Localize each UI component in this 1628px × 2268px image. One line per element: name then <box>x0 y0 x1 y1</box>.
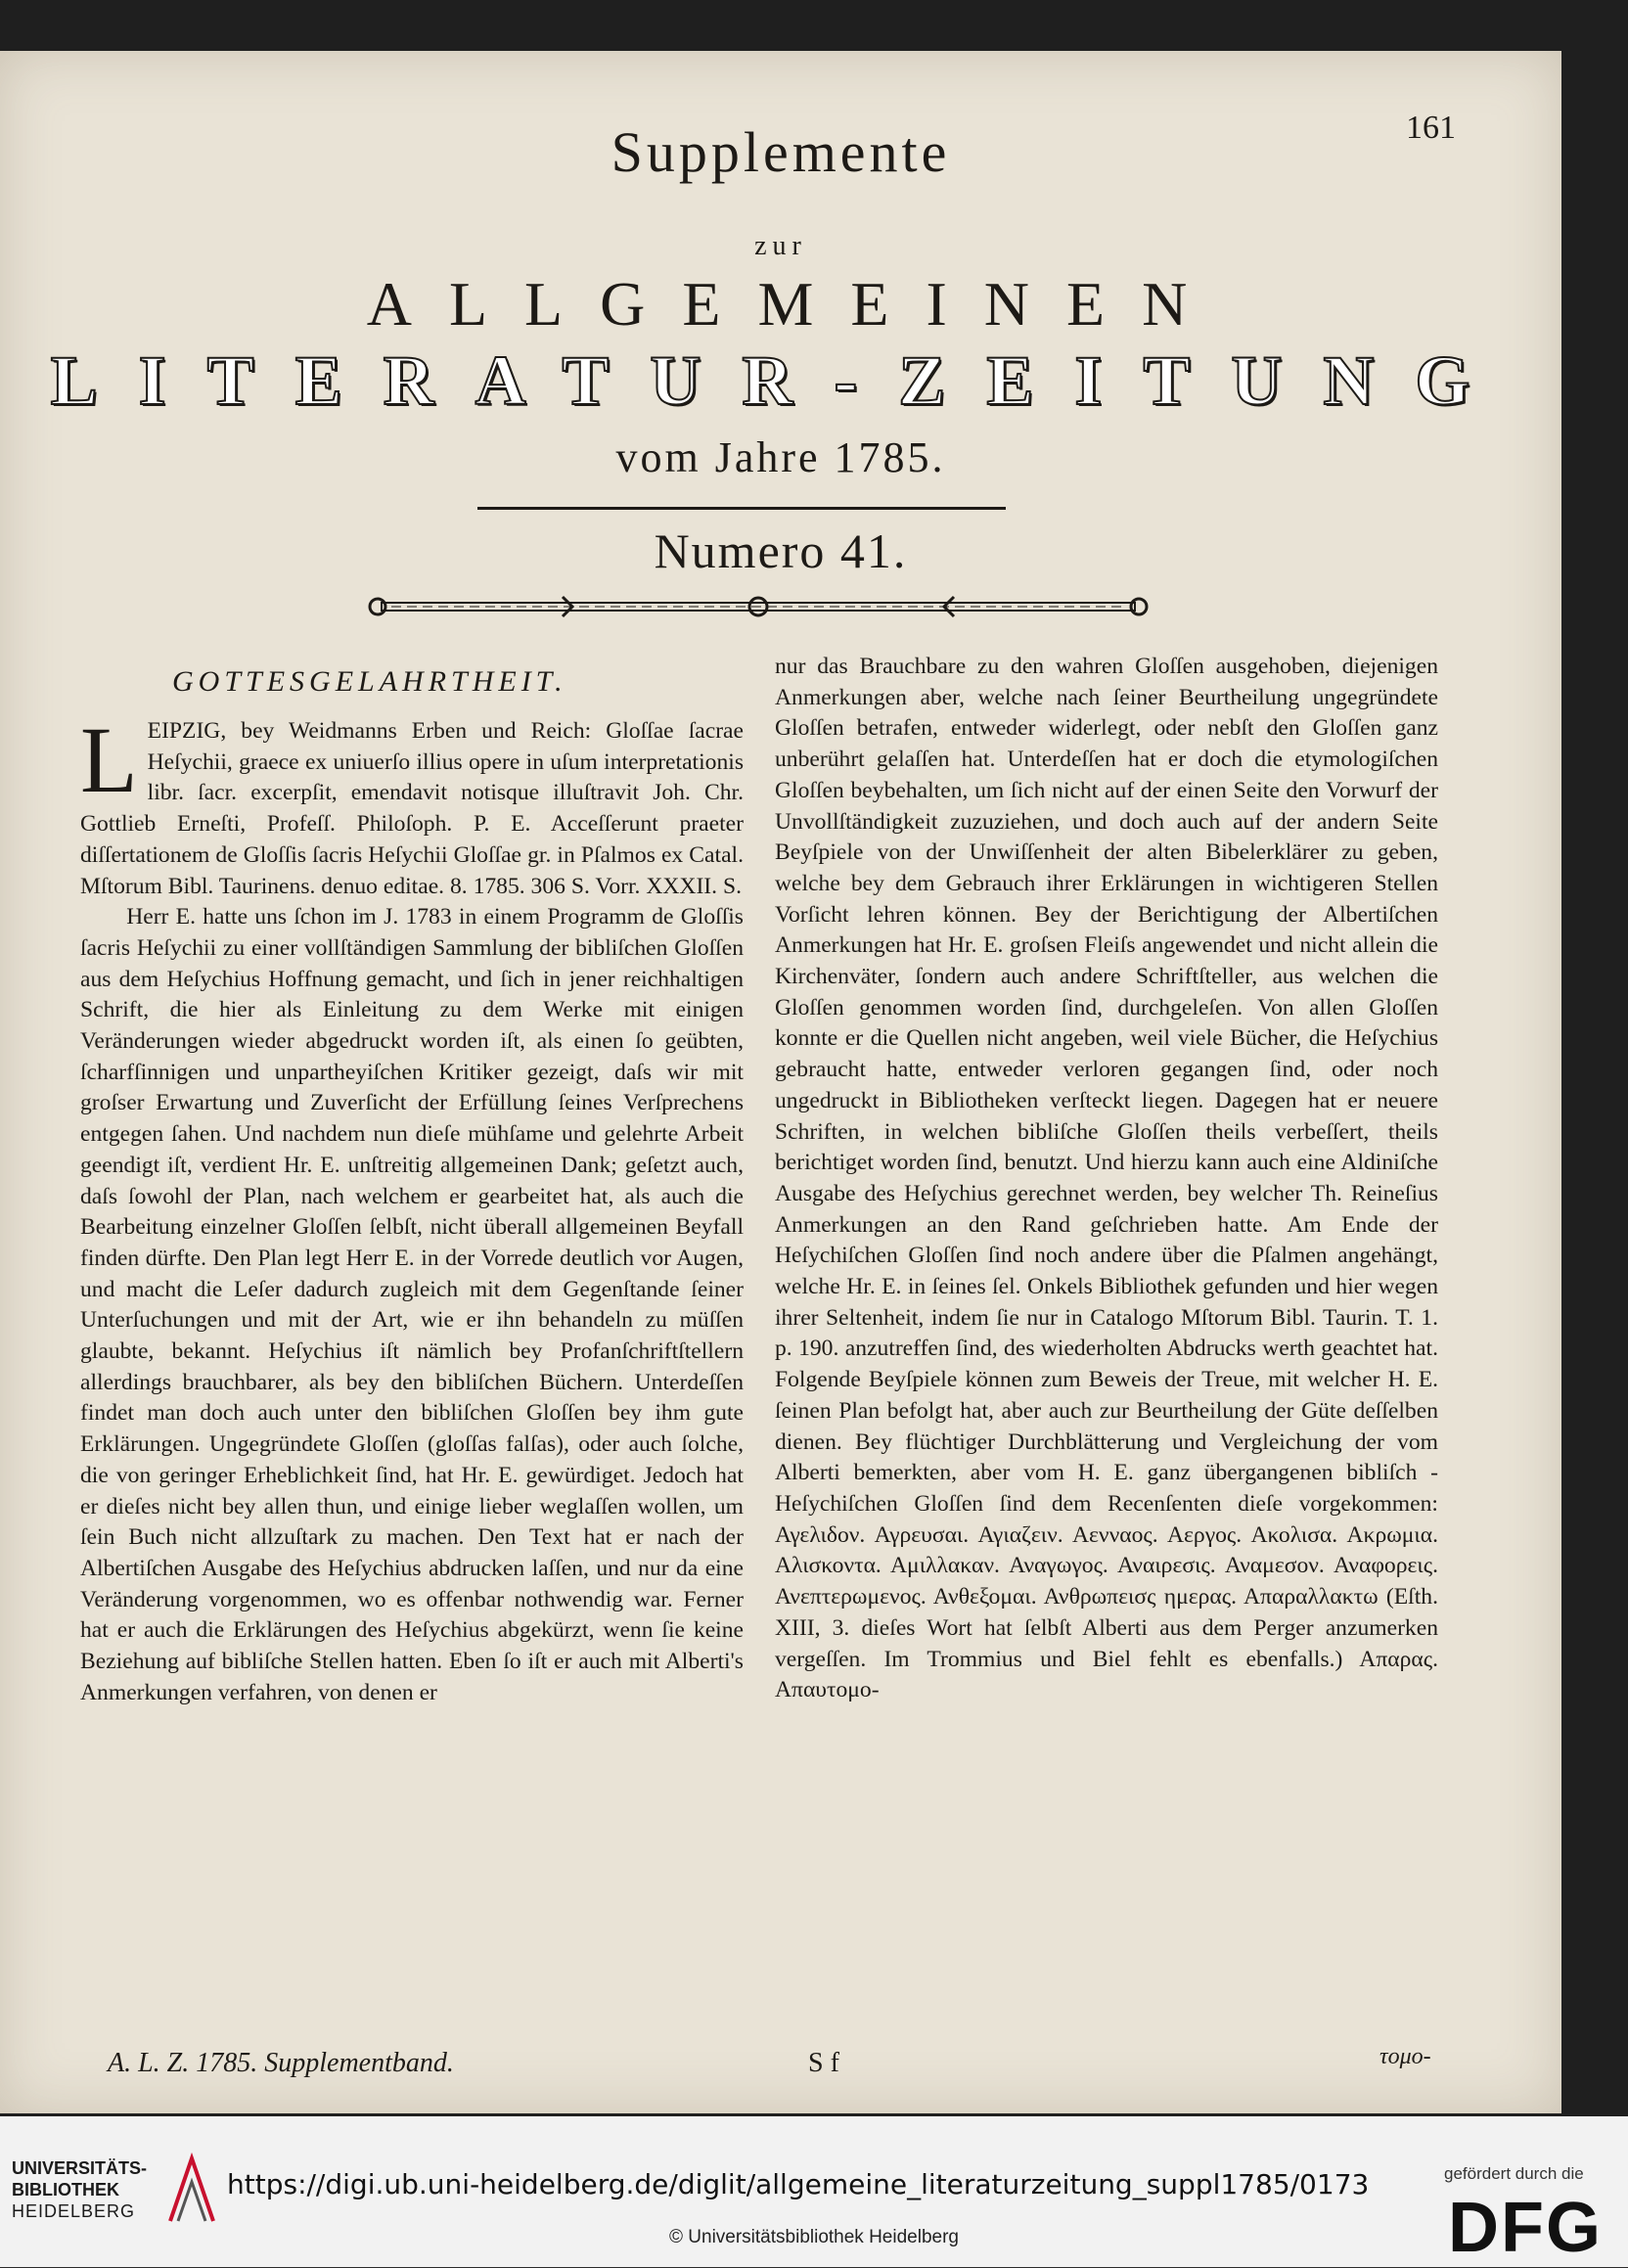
funding-note: gefördert durch die <box>1444 2164 1584 2183</box>
copyright-notice: © Universitätsbibliothek Heidelberg <box>669 2227 959 2247</box>
footer-signature-mark: S f <box>808 2048 839 2078</box>
library-emblem-icon <box>166 2153 217 2227</box>
right-column <box>775 652 1438 1706</box>
title-rule <box>477 507 1006 510</box>
logo-line-2: BIBLIOTHEK <box>12 2180 119 2200</box>
left-column <box>80 707 744 1709</box>
masthead-allgemeinen: ALLGEMEINEN <box>366 269 1225 339</box>
drop-cap: L <box>80 707 138 812</box>
footer-catchword: τομο- <box>1379 2044 1431 2069</box>
footer-signature: A. L. Z. 1785. Supplementband. <box>108 2048 454 2078</box>
masthead-zur: zur <box>754 231 807 261</box>
scanned-page <box>0 51 1561 2113</box>
page-number: 161 <box>1406 110 1456 146</box>
masthead-supplemente: Supplemente <box>610 120 951 184</box>
masthead-literatur-zeitung: LITERATUR-ZEITUNG <box>50 341 1512 420</box>
university-library-logo[interactable] <box>12 2157 147 2222</box>
ornament-divider <box>362 589 1154 624</box>
review-continuation: nur das Brauchbare zu den wahren Gloſſen ausgehoben, diejenigen Anmerkungen aber, welche nach ſeiner Beurtheilung ungegründete Gloſſen betrafen, entweder widerlegt, oder nebſt den Gloſſen ganz unberührt gelaſſen hat. Unterdeſſen hat er doch die etymologiſchen Gloſſen beybehalten, um ſich nicht auf der einen Seite den Vorwurf der Unvollſtändigkeit zuzuziehen, und doch auch auf der andern Seite Beyſpiele von der Unwiſſenheit der alten Bibelerklärer zu geben, welche bey dem Gebrauch ihrer Erklärungen in wichtigeren Stellen Vorſicht lehren können. Bey der Berichtigung der Albertiſchen Anmerkungen hat Hr. E. groſsen Fleiſs angewendet und nicht allein die Kirchenväter, ſondern auch andere Schriftſteller, aus welchen die Gloſſen genommen worden ſind, durchgeleſen. Von allen Gloſſen konnte er die Quellen nicht angeben, weil viele Bücher, die Heſychius gebraucht hatte, entweder verloren gegangen ſind, oder noch ungedruckt in Bibliotheken verſteckt liegen. Dagegen hat er neuere Schriften, in welchen bibliſche Gloſſen theils verbeſſert, theils berichtiget worden ſind, benutzt. Und hierzu kann auch eine Aldiniſche Ausgabe des Heſychius gerechnet werden, bey welcher Th. Reineſius Anmerkungen an den Rand geſchrieben hatte. Am Ende der Heſychiſchen Gloſſen ſind noch andere über die Pſalmen angehängt, welche Hr. E. in ſeines ſel. Onkels Bibliothek gefunden und hier wegen ihrer Seltenheit, indem ſie nur in Catalogo Mſtorum Bibl. Taurin. T. 1. p. 190. anzutreffen ſind, des wiederholten Abdrucks werth geachtet hat. Folgende Beyſpiele können zum Beweis der Treue, mit welcher H. E. ſeinen Plan befolgt hat, aber auch zur Beurtheilung der Güte deſſelben dienen. Bey flüchtiger Durchblätterung und Vergleichung der vom Alberti bemerkten, aber vom H. E. ganz übergangenen bibliſch - Heſychiſchen Gloſſen ſind dem Recenſenten dieſe vorgekommen: Αγελιδον. Αγρευσαι. Αγιαζειν. Αενναος. Αεργος. Ακολισα. Ακρωμια. Αλισκοντα. Αμιλλακαν. Αναγωγος. Αναιρεσις. Αναμεσον. Αναφορεις. Ανεπτερωμενος. Ανθεξομαι. Ανθρωπεισς ημερας. Απαραλλακτω (Eſth. XIII, 3. dieſes Wort hat ſelbſt Alberti aus dem Perger anzumerken vergeſſen. Im Trommius und Biel fehlt es ebenfalls.) Απαρας. Απαυτομο- <box>775 654 1438 1703</box>
logo-line-3: HEIDELBERG <box>12 2201 136 2221</box>
issue-number: Numero 41. <box>654 523 908 578</box>
dfg-logo[interactable]: DFG <box>1448 2189 1603 2267</box>
section-title: GOTTESGELAHRTHEIT. <box>172 665 567 698</box>
permalink-url[interactable]: https://digi.ub.uni-heidelberg.de/diglit/allgemeine_literaturzeitung_suppl1785/0173 <box>227 2168 1370 2200</box>
logo-line-1: UNIVERSITÄTS- <box>12 2158 148 2178</box>
review-body-paragraph: Herr E. hatte uns ſchon im J. 1783 in einem Programm de Gloſſis ſacris Heſychii zu einer vollſtändigen Sammlung der bibliſchen Gloſſen aus dem Heſychius Hoffnung gemacht, und ſich in jener reichhaltigen Schrift, die hier als Einleitung zu dem Werke mit einigen Veränderungen wieder abgedruckt worden iſt, als einen ſo geübten, ſcharfſinnigen und unpartheyiſchen Kritiker gezeigt, daſs wir mit groſser Erwartung und Zuverſicht der Erfüllung ſeines Verſprechens entgegen ſahen. Und nachdem nun dieſe mühſame und gelehrte Arbeit geendigt iſt, verdient Hr. E. unſtreitig allgemeinen Dank; geſetzt auch, daſs ſowohl der Plan, nach welchem er gearbeitet hat, als auch die Bearbeitung einzelner Gloſſen ſelbſt, nicht überall allgemeinen Beyfall finden dürfte. Den Plan legt Herr E. in der Vorrede deutlich vor Augen, und macht die Leſer dadurch zugleich mit dem Gegenſtande ſeiner Unterſuchungen und mit der Art, wie er ihn behandeln zu müſſen glaubte, bekannt. Heſychius iſt nämlich bey Profanſchriftſtellern allerdings brauchbarer, als bey den bibliſchen Büchern. Unterdeſſen findet man doch auch unter den bibliſchen Gloſſen bey ihm gute Erklärungen. Ungegründete Gloſſen (gloſſas falſas), oder auch ſolche, die von geringer Erheblichkeit ſind, hat Hr. E. gewürdiget. Jedoch hat er dieſes nicht bey allen thun, und einige lieber weglaſſen wollen, um ſein Buch nicht allzuſtark zu machen. Den Text hat er nach der Albertiſchen Ausgabe des Heſychius abdrucken laſſen, und nur da eine Veränderung vorgenommen, wo es offenbar nothwendig war. Ferner hat er auch die Erklärungen des Heſychius abgekürzt, wenn ſie keine Beziehung auf bibliſche Stellen hatten. Eben ſo iſt er auch mit Alberti's Anmerkungen verfahren, von denen er <box>80 904 744 1705</box>
masthead-year: vom Jahre 1785. <box>615 433 946 481</box>
review-header-paragraph: EIPZIG, bey Weidmanns Erben und Reich: Gloſſae ſacrae Heſychii, graece ex uniuerſo illius opere in uſum interpretationis libr. ſacr. excerpſit, emendavit notisque illuſtravit Joh. Chr. Gottlieb Erneſti, Profeſſ. Philoſoph. P. E. Acceſſerunt praeter diſſertationem de Gloſſis ſacris Heſychii Gloſſae gr. in Pſalmos ex Catal. Mſtorum Bibl. Taurinens. denuo editae. 8. 1785. 306 S. Vorr. XXXII. S. <box>80 718 744 899</box>
